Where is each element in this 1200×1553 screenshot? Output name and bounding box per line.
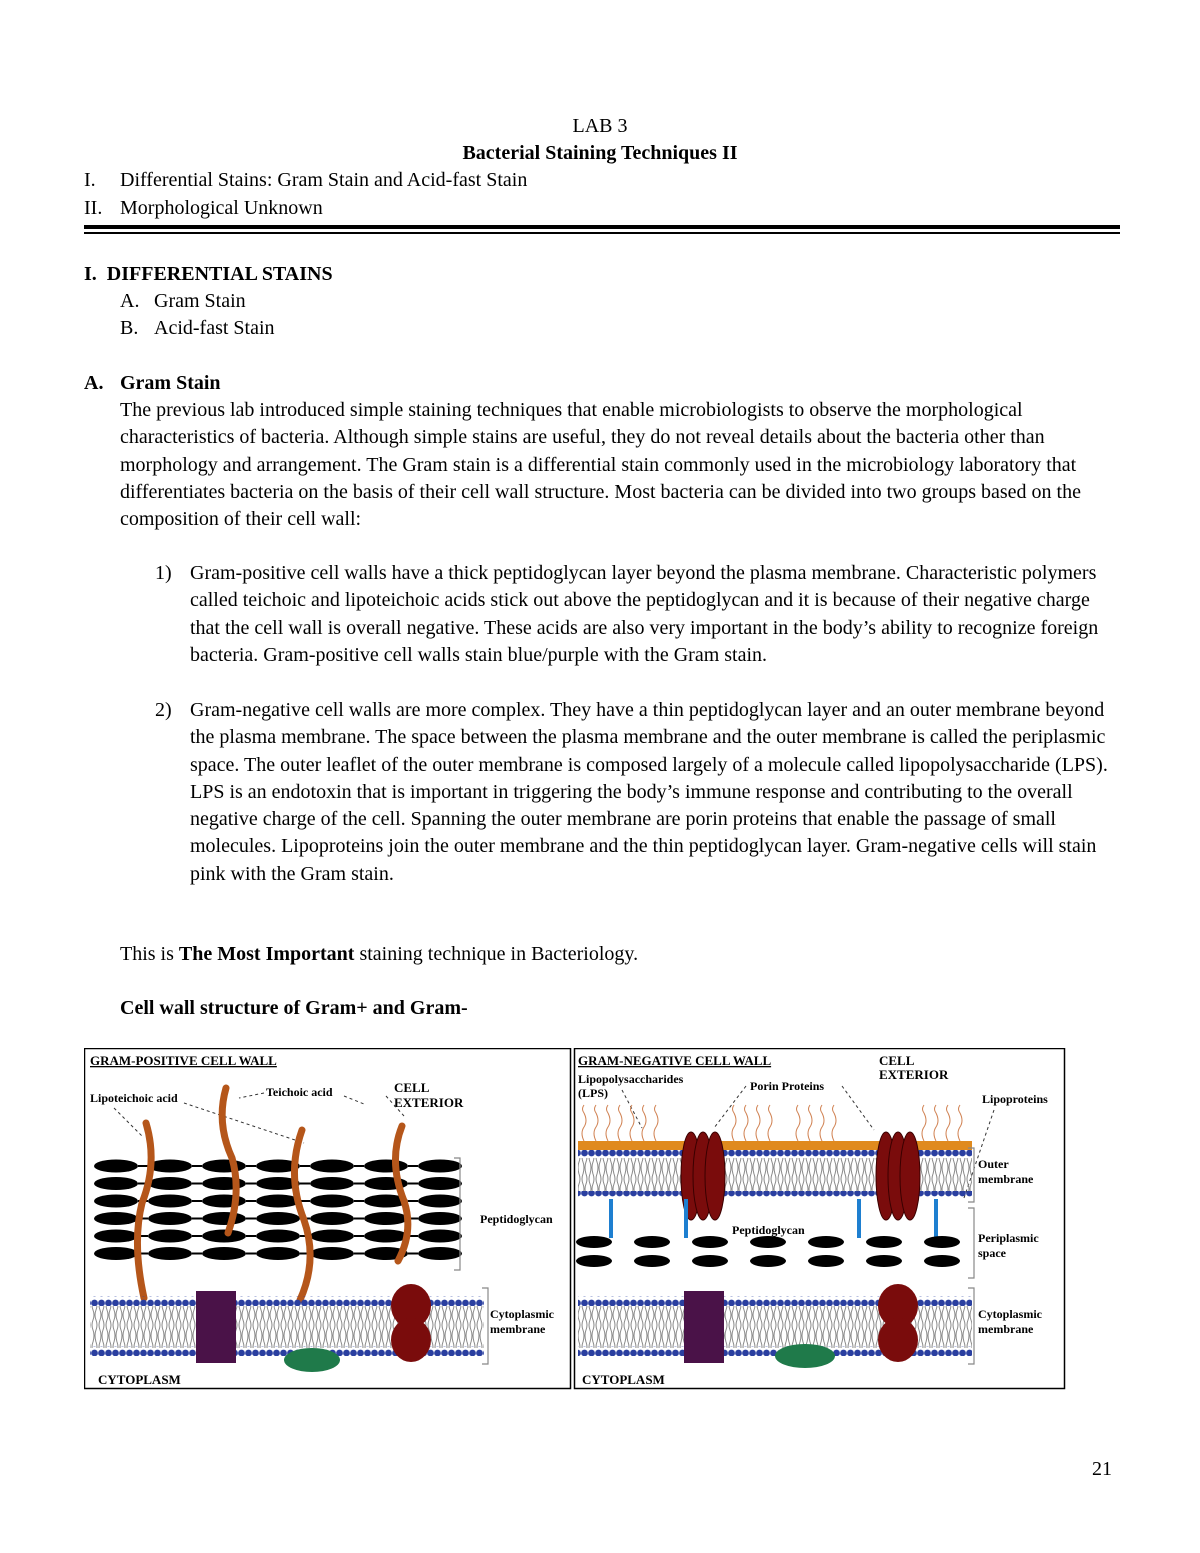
pos-exterior-2: EXTERIOR xyxy=(394,1095,464,1110)
item-num: A. xyxy=(120,290,140,312)
lipoteichoic-label: Lipoteichoic acid xyxy=(90,1091,178,1105)
item-text: Gram Stain xyxy=(154,290,246,312)
importance-pre: This is xyxy=(120,943,179,965)
glycan-strand xyxy=(924,1236,960,1248)
glycan-strand xyxy=(576,1236,612,1248)
glycan-strand xyxy=(310,1212,354,1225)
glycan-strand xyxy=(148,1195,192,1208)
point-num: 2) xyxy=(155,699,172,721)
glycan-strand xyxy=(202,1195,246,1208)
glycan-strand xyxy=(576,1255,612,1267)
gram-heading xyxy=(84,370,221,397)
glycan-strand xyxy=(94,1212,138,1225)
pos-cyto-label-2: membrane xyxy=(490,1322,546,1336)
glycan-strand xyxy=(364,1160,408,1173)
neg-cyto-label-2: membrane xyxy=(978,1322,1034,1336)
glycan-strand xyxy=(202,1212,246,1225)
lps-label-2: (LPS) xyxy=(578,1086,608,1100)
section-item-b xyxy=(120,315,275,342)
lps-label-1: Lipopolysaccharides xyxy=(578,1072,684,1086)
glycan-strand xyxy=(202,1230,246,1243)
glycan-strand xyxy=(418,1160,462,1173)
glycan-strand xyxy=(148,1247,192,1260)
glycan-strand xyxy=(750,1236,786,1248)
importance-note xyxy=(120,941,638,968)
glycan-strand xyxy=(418,1177,462,1190)
neg-cytoplasm-label: CYTOPLASM xyxy=(582,1372,665,1387)
gram-heading-num: A. xyxy=(84,372,104,394)
item-text: Acid-fast Stain xyxy=(154,317,275,339)
gram-point-1 xyxy=(155,560,1120,669)
pos-exterior-1: CELL xyxy=(394,1080,430,1095)
neg-exterior-1: CELL xyxy=(879,1053,915,1068)
glycan-strand xyxy=(364,1212,408,1225)
section-item-a xyxy=(120,288,246,315)
neg-cyto-label-1: Cytoplasmic xyxy=(978,1307,1042,1321)
glycan-strand xyxy=(94,1230,138,1243)
outer-label-2: membrane xyxy=(978,1172,1034,1186)
glycan-strand xyxy=(256,1247,300,1260)
outer-label-1: Outer xyxy=(978,1157,1009,1171)
glycan-strand xyxy=(94,1195,138,1208)
pos-title: GRAM-POSITIVE CELL WALL xyxy=(90,1053,277,1068)
glycan-strand xyxy=(692,1255,728,1267)
glycan-strand xyxy=(94,1160,138,1173)
pos-channel-protein-bottom xyxy=(391,1318,431,1362)
neg-exterior-2: EXTERIOR xyxy=(879,1067,949,1082)
cell-wall-figure xyxy=(84,1048,1074,1393)
lipoproteins-label: Lipoproteins xyxy=(982,1092,1048,1106)
glycan-strand xyxy=(692,1236,728,1248)
glycan-strand xyxy=(924,1255,960,1267)
porin-label: Porin Proteins xyxy=(750,1079,825,1093)
importance-bold: The Most Important xyxy=(178,943,355,965)
glycan-strand xyxy=(94,1177,138,1190)
outline-text: Morphological Unknown xyxy=(120,197,323,219)
pos-peptidoglycan-label: Peptidoglycan xyxy=(480,1212,553,1226)
glycan-strand xyxy=(364,1230,408,1243)
gram-negative-panel xyxy=(575,1049,1065,1389)
glycan-strand xyxy=(808,1236,844,1248)
glycan-strand xyxy=(634,1255,670,1267)
peri-label-2: space xyxy=(978,1246,1006,1260)
divider-thin xyxy=(84,232,1120,234)
glycan-strand xyxy=(866,1255,902,1267)
divider-thick xyxy=(84,225,1120,229)
glycan-strand xyxy=(148,1212,192,1225)
glycan-strand xyxy=(866,1236,902,1248)
neg-peripheral-protein xyxy=(775,1344,835,1368)
section-heading: I. DIFFERENTIAL STAINS xyxy=(84,263,333,285)
glycan-strand xyxy=(256,1230,300,1243)
point-text: Gram-negative cell walls are more complex. They have a thin peptidoglycan layer and an outer membrane beyond the plasma membrane. The space between the plasma membrane and the outer membrane is called the periplasmic space. The outer leaflet of the outer membrane is composed largely of a molecule called lipopolysaccharide (LPS). LPS is an endotoxin that is important in triggering the body’s immune response and contributing to the overall negative charge of the cell. Spanning the outer membrane are porin proteins that enable the passage of small molecules. Lipoproteins join the outer membrane and the thin peptidoglycan layer. Gram-negative cells will stain pink with the Gram stain. xyxy=(190,699,1108,885)
glycan-strand xyxy=(310,1247,354,1260)
glycan-strand xyxy=(750,1255,786,1267)
glycan-strand xyxy=(94,1247,138,1260)
glycan-strand xyxy=(310,1177,354,1190)
glycan-strand xyxy=(148,1160,192,1173)
point-num: 1) xyxy=(155,562,172,584)
figure-caption: Cell wall structure of Gram+ and Gram- xyxy=(120,997,468,1019)
glycan-strand xyxy=(202,1160,246,1173)
page-number: 21 xyxy=(1092,1458,1112,1480)
teichoic-label: Teichoic acid xyxy=(266,1085,333,1099)
neg-peptidoglycan-label: Peptidoglycan xyxy=(732,1223,805,1237)
glycan-strand xyxy=(418,1247,462,1260)
gram-intro: The previous lab introduced simple staining techniques that enable microbiologists to observe the morphological characteristics of bacteria. Although simple stains are useful, they do not reveal details about the bacteria other than morphology and arrangement. The Gram stain is a differential stain commonly used in the microbiology laboratory that differentiates bacteria on the basis of their cell wall structure. Most bacteria can be divided into two groups based on the composition of their cell wall: xyxy=(120,399,1081,531)
glycan-strand xyxy=(418,1212,462,1225)
glycan-strand xyxy=(256,1212,300,1225)
gram-heading-text: Gram Stain xyxy=(120,372,221,394)
outline-item-1 xyxy=(84,167,528,194)
glycan-strand xyxy=(310,1230,354,1243)
neg-channel-protein-bottom xyxy=(878,1318,918,1362)
outline-item-2 xyxy=(84,195,323,222)
outline-num: I. xyxy=(84,169,96,191)
peri-label-1: Periplasmic xyxy=(978,1231,1039,1245)
importance-post: staining technique in Bacteriology. xyxy=(354,943,639,965)
pos-cyto-label-1: Cytoplasmic xyxy=(490,1307,554,1321)
pos-integral-protein xyxy=(196,1291,236,1363)
pos-cytoplasm-label: CYTOPLASM xyxy=(98,1372,181,1387)
item-num: B. xyxy=(120,317,139,339)
glycan-strand xyxy=(418,1230,462,1243)
outline-num: II. xyxy=(84,197,103,219)
glycan-strand xyxy=(202,1247,246,1260)
porin-protein-2 xyxy=(876,1132,920,1220)
glycan-strand xyxy=(148,1230,192,1243)
glycan-strand xyxy=(148,1177,192,1190)
point-text: Gram-positive cell walls have a thick peptidoglycan layer beyond the plasma membrane. Characteristic polymers called teichoic and lipoteichoic acids stick out above the peptidoglycan and it is because of their negative charge that the cell wall is overall negative. These acids are also very important in the body’s ability to recognize foreign bacteria. Gram-positive cell walls stain blue/purple with the Gram stain. xyxy=(190,562,1099,666)
gram-positive-panel xyxy=(85,1049,571,1389)
glycan-strand xyxy=(310,1160,354,1173)
glycan-strand xyxy=(418,1195,462,1208)
gram-point-2 xyxy=(155,697,1120,888)
neg-title: GRAM-NEGATIVE CELL WALL xyxy=(578,1053,772,1068)
pos-peripheral-protein xyxy=(284,1348,340,1372)
glycan-strand xyxy=(634,1236,670,1248)
outline-text: Differential Stains: Gram Stain and Acid-fast Stain xyxy=(120,169,528,191)
glycan-strand xyxy=(310,1195,354,1208)
neg-integral-protein xyxy=(684,1291,724,1363)
lab-number: LAB 3 xyxy=(572,115,628,137)
lab-title: Bacterial Staining Techniques II xyxy=(462,142,738,164)
glycan-strand xyxy=(808,1255,844,1267)
